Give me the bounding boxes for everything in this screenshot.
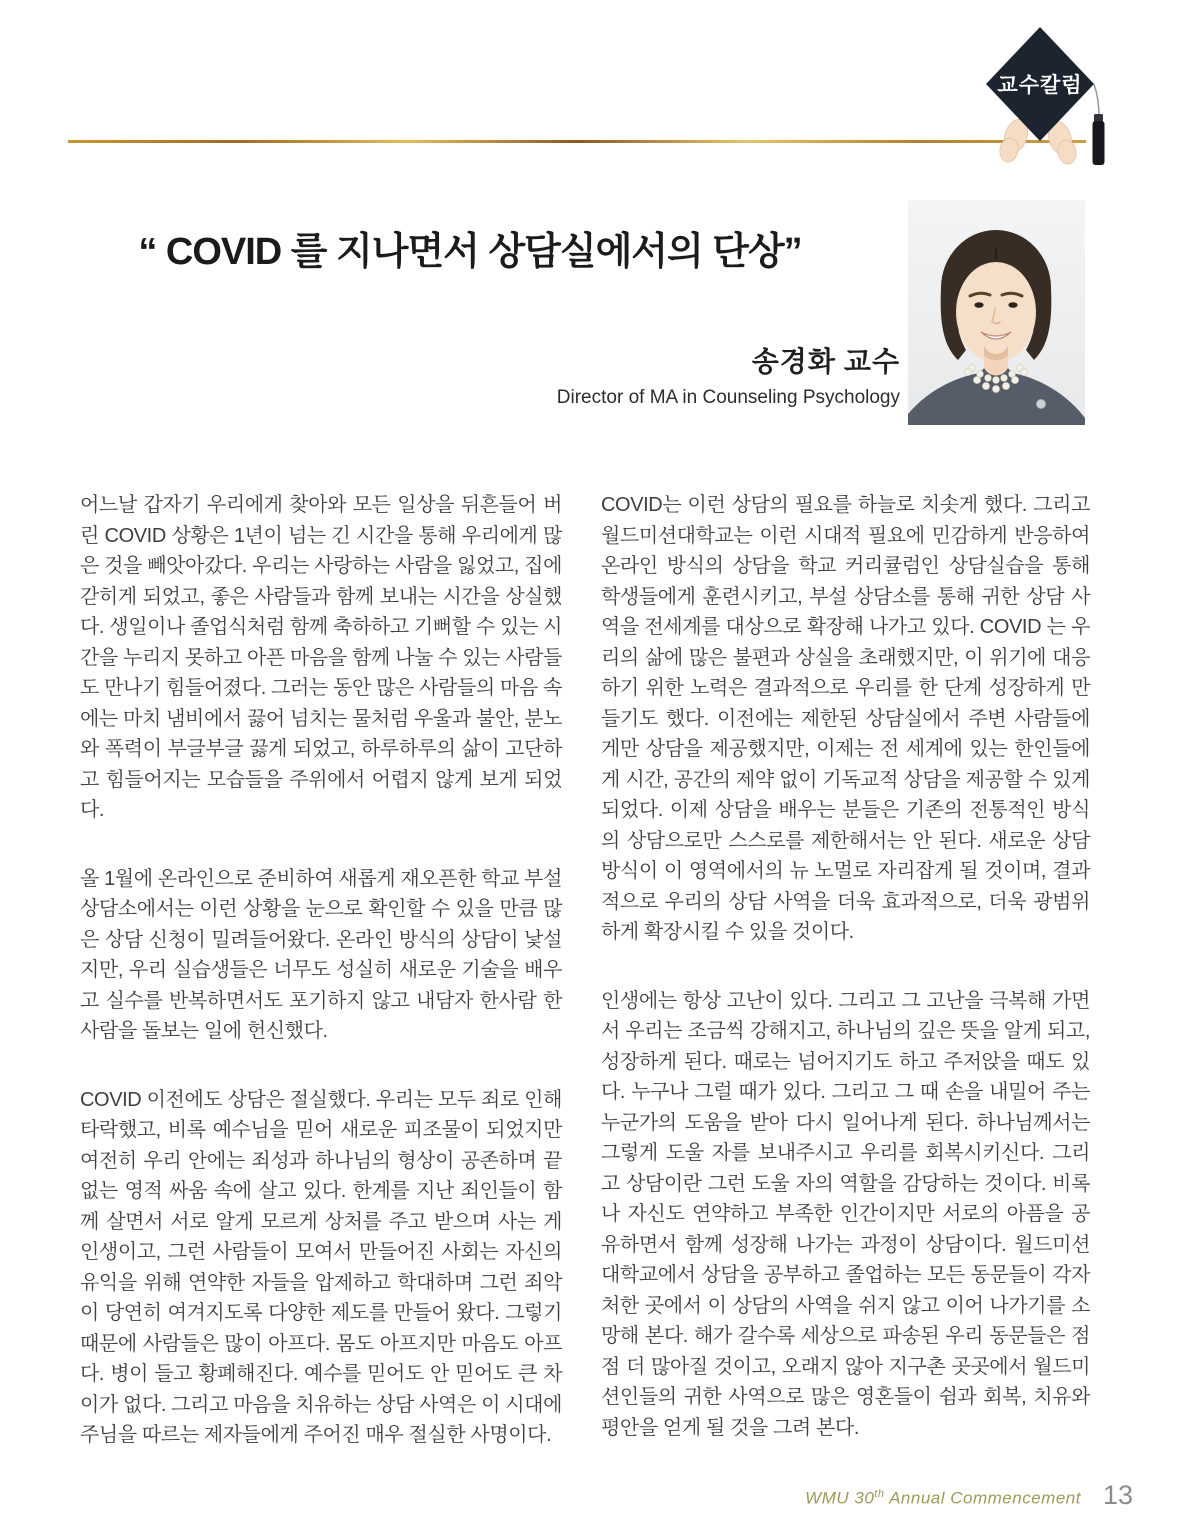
paragraph: COVID 이전에도 상담은 절실했다. 우리는 모두 죄로 인해 타락했고, 비록 예수님을 믿어 새로운 피조물이 되었지만 여전히 우리 안에는 죄성과 하나님의 형상이 공존하며 끝없는 영적 싸움 속에 살고 있다. 한계를 지난 죄인들이 함께 살면서 서로 알게 모르게 상처를 주고 받으며 사는 게 인생이고, 그런 사람들이 모여서 만들어진 사회는 자신의 유익을 위해 연약한 자들을 압제하고 학대하며 그런 죄악이 당연히 여겨지도록 다양한 제도를 만들어 왔다. 그렇기 때문에 사람들은 많이 아프다. 몸도 아프지만 마음도 아프다. 병이 들고 황폐해진다. 예수를 믿어도 안 믿어도 큰 차이가 없다. 그리고 마음을 치유하는 상담 사역은 이 시대에 주님을 따르는 제자들에게 주어진 매우 절실한 사명이다. bbox=[80, 1088, 562, 1446]
author-name: 송경화 교수 bbox=[751, 347, 900, 378]
footer-publication-name: WMU 30 bbox=[805, 1489, 875, 1508]
author-role: Director of MA in Counseling Psychology bbox=[556, 387, 900, 408]
paragraph: COVID는 이런 상담의 필요를 하늘로 치솟게 했다. 그리고 월드미션대학교는 이런 시대적 필요에 민감하게 반응하여 온라인 방식의 상담을 학교 커리큘럼인 상담실습을 통해 학생들에게 훈련시키고, 부설 상담소를 통해 귀한 상담 사역을 전세계를 대상으로 확장해 나가고 있다. COVID 는 우리의 삶에 많은 불편과 상실을 초래했지만, 이 위기에 대응하기 위한 노력은 결과적으로 우리를 한 단계 성장하게 만들기도 했다. 이전에는 제한된 상담실에서 주변 사람들에게만 상담을 제공했지만, 이제는 전 세계에 있는 한인들에게 시간, 공간의 제약 없이 기독교적 상담을 제공할 수 있게 되었다. 이제 상담을 배우는 분들은 기존의 전통적인 방식의 상담으로만 스스로를 제한해서는 안 된다. 새로운 상담 방식이 이 영역에서의 뉴 노멀로 자리잡게 될 것이며, 결과적으로 우리의 상담 사역을 더욱 효과적으로, 더욱 광범위하게 확장시킬 수 있을 것이다. bbox=[601, 494, 1090, 943]
footer-publication bbox=[805, 1488, 1081, 1509]
brooch bbox=[1037, 400, 1046, 409]
paragraph: 인생에는 항상 고난이 있다. 그리고 그 고난을 극복해 가면서 우리는 조금씩 강해지고, 하나님의 깊은 뜻을 알게 되고, 성장하게 된다. 때로는 넘어지기도 하고 주저앉을 때도 있다. 누구나 그럴 때가 있다. 그리고 그 때 손을 내밀어 주는 누군가의 도움을 받아 다시 일어나게 된다. 하나님께서는 그렇게 도울 자를 보내주시고 우리를 회복시키신다. 그리고 상담이란 그런 도울 자의 역할을 감당하는 것이다. 비록 나 자신도 연약하고 부족한 인간이지만 서로의 아픔을 공유하면서 함께 성장해 나가는 과정이 상담이다. 월드미션대학교에서 상담을 공부하고 졸업하는 모든 동문들이 각자 처한 곳에서 이 상담의 사역을 쉬지 않고 이어 나가기를 소망해 본다. 해가 갈수록 세상으로 파송된 우리 동문들은 점점 더 많아질 것이고, 오래지 않아 지구촌 곳곳에서 월드미션인들의 귀한 사역으로 많은 영혼들이 쉼과 회복, 치유와 평안을 얻게 될 것을 그려 본다. bbox=[601, 989, 1090, 1439]
column-badge-label: 교수칼럼 bbox=[997, 74, 1083, 97]
paragraph: 올 1월에 온라인으로 준비하여 새롭게 재오픈한 학교 부설 상담소에서는 이런 상황을 눈으로 확인할 수 있을 만큼 많은 상담 신청이 밀려들어왔다. 온라인 방식의 상담이 낯설지만, 우리 실습생들은 너무도 성실히 새로운 기술을 배우고 실수를 반복하면서도 포기하지 않고 내담자 한사람 한사람을 돌보는 일에 헌신했다. bbox=[80, 867, 562, 1042]
professor-photo bbox=[908, 200, 1085, 425]
author-block bbox=[420, 340, 900, 409]
graduation-cap-icon bbox=[972, 24, 1108, 174]
header-divider bbox=[68, 140, 1086, 143]
page-number: 13 bbox=[1102, 1480, 1133, 1510]
footer-ordinal-suffix: th bbox=[874, 1488, 885, 1501]
article-column-right bbox=[601, 490, 1090, 1481]
footer-publication-rest: Annual Commencement bbox=[884, 1489, 1081, 1508]
tassel-icon bbox=[1093, 84, 1105, 165]
article-column-left bbox=[80, 490, 562, 1489]
article-title: “ COVID 를 지나면서 상담실에서의 단상” bbox=[138, 231, 802, 273]
page-footer bbox=[805, 1480, 1133, 1511]
paragraph: 어느날 갑자기 우리에게 찾아와 모든 일상을 뒤흔들어 버린 COVID 상황은 1년이 넘는 긴 시간을 통해 우리에게 많은 것을 빼앗아갔다. 우리는 사랑하는 사람을 잃었고, 집에 갇히게 되었고, 좋은 사람들과 함께 보내는 시간을 상실했다. 생일이나 졸업식처럼 함께 축하하고 기뻐할 수 있는 시간을 누리지 못하고 아픈 마음을 함께 나눌 수 있는 사람들도 만나기 힘들어졌다. 그러는 동안 많은 사람들의 마음 속에는 마치 냄비에서 끓어 넘치는 물처럼 우울과 불안, 분노와 폭력이 부글부글 끓게 되었고, 하루하루의 삶이 고단하고 힘들어지는 모습들을 주위에서 어렵지 않게 보게 되었다. bbox=[80, 494, 562, 821]
